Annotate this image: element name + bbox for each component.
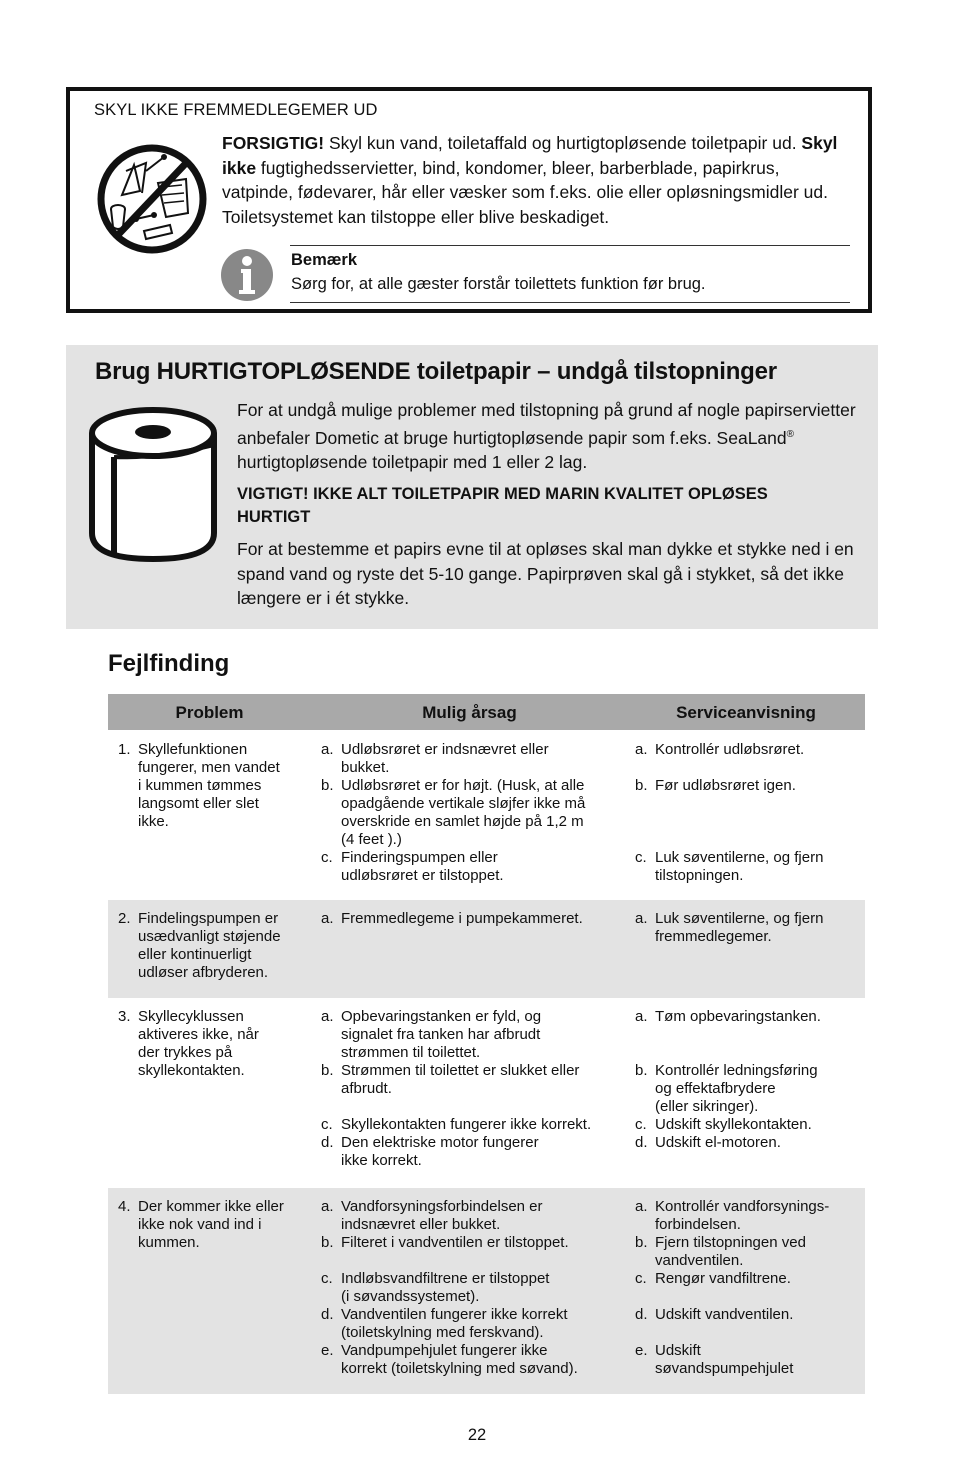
action-item: d. Udskift vandventilen. bbox=[635, 1306, 794, 1323]
cause-item: c. Finderingspumpen eller udløbsrøret er tilstoppet. bbox=[321, 849, 504, 884]
note-divider-bottom bbox=[290, 302, 850, 303]
note-label: Bemærk bbox=[291, 251, 358, 269]
action-item: b. Fjern tilstopningen ved vandventilen. bbox=[635, 1234, 806, 1269]
action-item: c. Rengør vandfiltrene. bbox=[635, 1270, 791, 1287]
toilet-paper-roll-icon bbox=[86, 405, 220, 563]
cause-item: c. Indløbsvandfiltrene er tilstoppet (i søvandssystemet). bbox=[321, 1270, 550, 1305]
cause-item: d. Vandventilen fungerer ikke korrekt (toiletskylning med ferskvand). bbox=[321, 1306, 568, 1341]
action-item: e. Udskift søvandspumpehjulet bbox=[635, 1342, 794, 1377]
toilet-paper-important: VIGTIGT! IKKE ALT TOILETPAPIR MED MARIN KVALITET OPLØSES HURTIGT bbox=[237, 485, 768, 526]
cause-item: a. Udløbsrøret er indsnævret eller bukket. bbox=[321, 741, 549, 776]
toilet-paper-intro-b: hurtigtopløsende toiletpapir med 1 eller 2 lag. bbox=[237, 451, 588, 472]
info-icon bbox=[220, 248, 274, 302]
action-item: a. Kontrollér vandforsynings- forbindelsen. bbox=[635, 1198, 830, 1233]
problem-text: 4. Der kommer ikke eller ikke nok vand ind i kummen. bbox=[118, 1198, 284, 1251]
warning-text-1: Skyl kun vand, toiletaffald og hurtigtopløsende toiletpapir ud. bbox=[324, 133, 802, 153]
action-item: a. Kontrollér udløbsrøret. bbox=[635, 741, 805, 758]
toilet-paper-intro-a: For at undgå mulige problemer med tilstopning på grund af nogle papirservietter anbefaler Dometic at bruge hurtigtopløsende papir som f.eks. SeaLand bbox=[237, 400, 856, 448]
cause-item: b. Udløbsrøret er for højt. (Husk, at alle opadgående vertikale sløjfer ikke må overskride en samlet højde på 1,2 m (4 feet ).) bbox=[321, 777, 586, 848]
problem-text: 2. Findelingspumpen er usædvanligt støjende eller kontinuerligt udløser afbryderen. bbox=[118, 910, 281, 981]
cause-item: c. Skyllekontakten fungerer ikke korrekt. bbox=[321, 1116, 592, 1133]
cause-item: b. Filteret i vandventilen er tilstoppet. bbox=[321, 1234, 569, 1251]
toilet-paper-intro bbox=[237, 398, 869, 474]
note-text: Sørg for, at alle gæster forstår toilettets funktion før brug. bbox=[291, 275, 706, 293]
warning-text-2: fugtighedsservietter, bind, kondomer, bleer, barberblade, papirkrus, vatpinde, fødevarer, hår eller væsker som f.eks. olie eller opløsningsmidler ud. Toiletsystemet kan tilstoppe eller blive beskadiget. bbox=[222, 157, 828, 227]
problem-text: 1. Skyllefunktionen fungerer, men vandet i kummen tømmes langsomt eller slet ikke. bbox=[118, 741, 280, 830]
page-number: 22 bbox=[467, 1426, 487, 1444]
table-row bbox=[108, 998, 865, 1188]
troubleshooting-title: Fejlfinding bbox=[108, 650, 230, 677]
warning-title: SKYL IKKE FREMMEDLEGEMER UD bbox=[94, 101, 378, 119]
registered-mark: ® bbox=[786, 428, 795, 440]
action-item: a. Luk søventilerne, og fjern fremmedlegemer. bbox=[635, 910, 824, 945]
toilet-paper-test: For at bestemme et papirs evne til at opløses skal man dykke et stykke ned i en spand vand og ryste det 5-10 gange. Papirprøven skal gå i stykket, så det ikke længere er i ét stykke. bbox=[237, 539, 854, 608]
header-problem: Problem bbox=[175, 703, 244, 722]
warning-text bbox=[222, 131, 852, 229]
action-item: c. Udskift skyllekontakten. bbox=[635, 1116, 812, 1133]
toilet-paper-section bbox=[66, 345, 878, 629]
skyl-ikke-label: Skyl ikke bbox=[222, 133, 838, 178]
no-foreign-objects-icon bbox=[96, 143, 208, 255]
cause-item: a. Fremmedlegeme i pumpekammeret. bbox=[321, 910, 583, 927]
action-item: b. Før udløbsrøret igen. bbox=[635, 777, 796, 794]
toilet-paper-heading: Brug HURTIGTOPLØSENDE toiletpapir – undgå tilstopninger bbox=[95, 358, 777, 385]
table-row bbox=[108, 731, 865, 900]
action-item: b. Kontrollér ledningsføring og effektafbrydere (eller sikringer). bbox=[635, 1062, 818, 1115]
problem-text: 3. Skyllecyklussen aktiveres ikke, når der trykkes på skyllekontakten. bbox=[118, 1008, 259, 1079]
action-item: d. Udskift el-motoren. bbox=[635, 1134, 781, 1151]
warning-box bbox=[66, 87, 872, 313]
table-row bbox=[108, 900, 865, 998]
caution-label: FORSIGTIG! bbox=[222, 133, 325, 153]
cause-item: e. Vandpumpehjulet fungerer ikke korrekt (toiletskylning med søvand). bbox=[321, 1342, 578, 1377]
table-row bbox=[108, 1188, 865, 1394]
header-action: Serviceanvisning bbox=[676, 703, 816, 722]
note-divider-top bbox=[290, 245, 850, 246]
header-cause: Mulig årsag bbox=[422, 703, 517, 722]
cause-item: a. Vandforsyningsforbindelsen er indsnævret eller bukket. bbox=[321, 1198, 543, 1233]
action-item: a. Tøm opbevaringstanken. bbox=[635, 1008, 821, 1025]
action-item: c. Luk søventilerne, og fjern tilstopningen. bbox=[635, 849, 824, 884]
cause-item: d. Den elektriske motor fungerer ikke korrekt. bbox=[321, 1134, 539, 1169]
cause-item: a. Opbevaringstanken er fyld, og signalet fra tanken har afbrudt strømmen til toilettet. bbox=[321, 1008, 542, 1061]
cause-item: b. Strømmen til toilettet er slukket eller afbrudt. bbox=[321, 1062, 580, 1097]
table-header bbox=[108, 694, 865, 730]
